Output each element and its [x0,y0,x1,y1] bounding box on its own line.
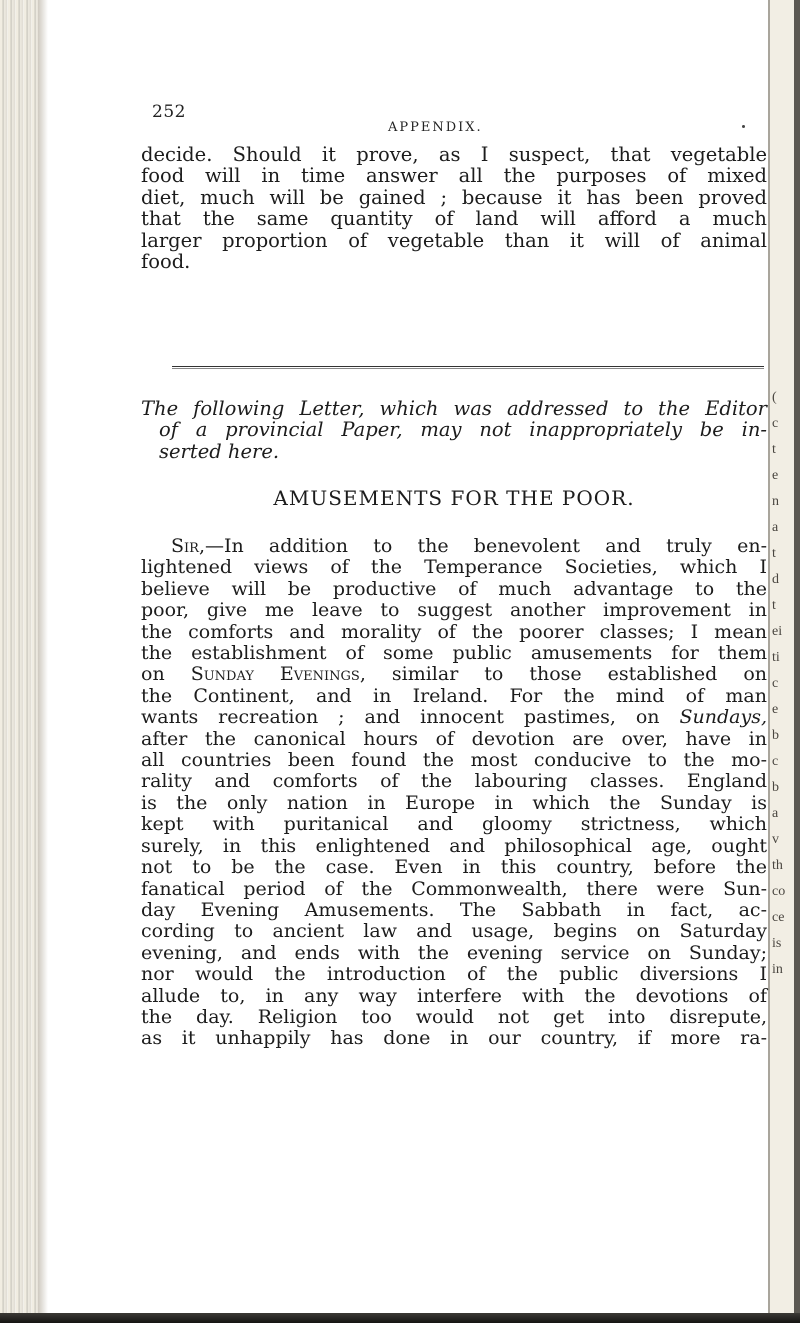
running-head: APPENDIX. [388,120,483,135]
left-page-edges [0,0,40,1323]
next-page-glyph: a [772,806,779,821]
next-page-glyph: t [772,598,776,613]
paragraph-vegetable-food [141,144,767,272]
text-line: decide. Should it prove, as I suspect, that vegetable [141,143,767,166]
text-line: all countries been found the most conducive to the mo- [141,749,767,772]
text-line: cording to ancient law and usage, begins on Saturday [141,920,767,943]
text-line: food will in time answer all the purposes of mixed [141,164,767,188]
gutter-shadow [38,0,48,1323]
text-line: that the same quantity of land will afford a much [141,207,767,231]
text-line: as it unhappily has done in our country, if more ra- [141,1027,767,1050]
text-line: lightened views of the Temperance Societies, which I [141,556,767,579]
text-fragment: wants recreation ; and innocent pastimes, on [141,706,660,729]
next-page-glyph: b [772,780,779,795]
letter-body [141,536,767,1050]
next-page-glyph: in [772,962,783,977]
text-line: allude to, in any way interfere with the devotions of [141,984,767,1007]
next-page-glyph: ti [772,650,780,665]
text-line: diet, much will be gained ; because it has been proved [141,185,767,209]
text-line: kept with puritanical and gloomy strictness, which [141,813,767,836]
text-line: rality and comforts of the labouring classes. England [141,770,767,793]
text-line [141,664,767,685]
text-fragment: —In addition to the benevolent and truly en- [204,535,767,557]
page-header [152,92,760,135]
next-page-glyph: ( [772,390,777,405]
text-line: not to be the case. Even in this country, before the [141,856,767,879]
text-line: The following Letter, which was addressed to the Editor [141,397,767,420]
next-page-glyph: b [772,728,779,743]
section-heading: AMUSEMENTS FOR THE POOR. [273,486,635,510]
page-bottom-shadow [0,1313,800,1323]
text-line: evening, and ends with the evening service on Sunday; [141,941,767,964]
text-line: surely, in this enlightened and philosophical age, ought [141,834,767,857]
text-line [141,536,767,557]
next-page-glyph: c [772,754,779,769]
next-page-glyph: c [772,416,779,431]
next-page-glyph: ei [772,624,783,639]
next-page-glyph: c [772,676,779,691]
page-number: 252 [152,102,186,122]
italic-word: Sundays, [679,706,768,729]
text-line: poor, give me leave to suggest another improvement in [141,599,767,622]
text-line: believe will be productive of much advantage to the [141,577,767,600]
salutation: Sir, [171,535,205,557]
next-page-glyph: t [772,546,776,561]
text-line: the Continent, and in Ireland. For the mind of man [141,684,767,707]
next-page-glyph: th [772,858,783,873]
section-rule [172,366,764,367]
next-page-glyph: ce [772,910,785,925]
next-page-glyph: e [772,702,779,717]
next-page-glyph: t [772,442,776,457]
text-line: nor would the introduction of the public diversions I [141,963,767,986]
text-line: fanatical period of the Commonwealth, there were Sun- [141,877,767,900]
next-page-glyph: d [772,572,779,587]
text-line: the comforts and morality of the poorer classes; I mean [141,620,767,643]
next-page-glyph: a [772,520,779,535]
text-line: the day. Religion too would not get into disrepute, [141,1005,767,1028]
text-fragment: similar to those established on [391,663,767,686]
text-line: larger proportion of vegetable than it will of animal [141,228,767,252]
text-line: is the only nation in Europe in which the Sunday is [141,791,767,814]
text-line: after the canonical hours of devotion are over, have in [141,727,767,750]
next-page-glyph: n [772,494,779,509]
text-line [141,707,767,728]
ink-dot [742,125,745,128]
text-fragment: on [141,663,165,686]
next-page-glyph: co [772,884,786,899]
next-page-glyph: v [772,832,779,847]
text-line: serted here. [159,439,280,463]
text-line: food. [141,250,191,274]
text-line: day Evening Amusements. The Sabbath in fact, ac- [141,898,767,921]
section-rule-shadow [172,368,764,369]
text-line: the establishment of some public amusements for them [141,642,767,665]
letter-introduction [141,398,767,462]
next-page-glyph: e [772,468,779,483]
next-page-glyph: is [772,936,782,951]
small-caps-phrase: Sunday Evenings, [190,663,366,686]
text-line: of a provincial Paper, may not inappropriately be in- [159,418,767,442]
page-edge-shadow [794,0,800,1323]
